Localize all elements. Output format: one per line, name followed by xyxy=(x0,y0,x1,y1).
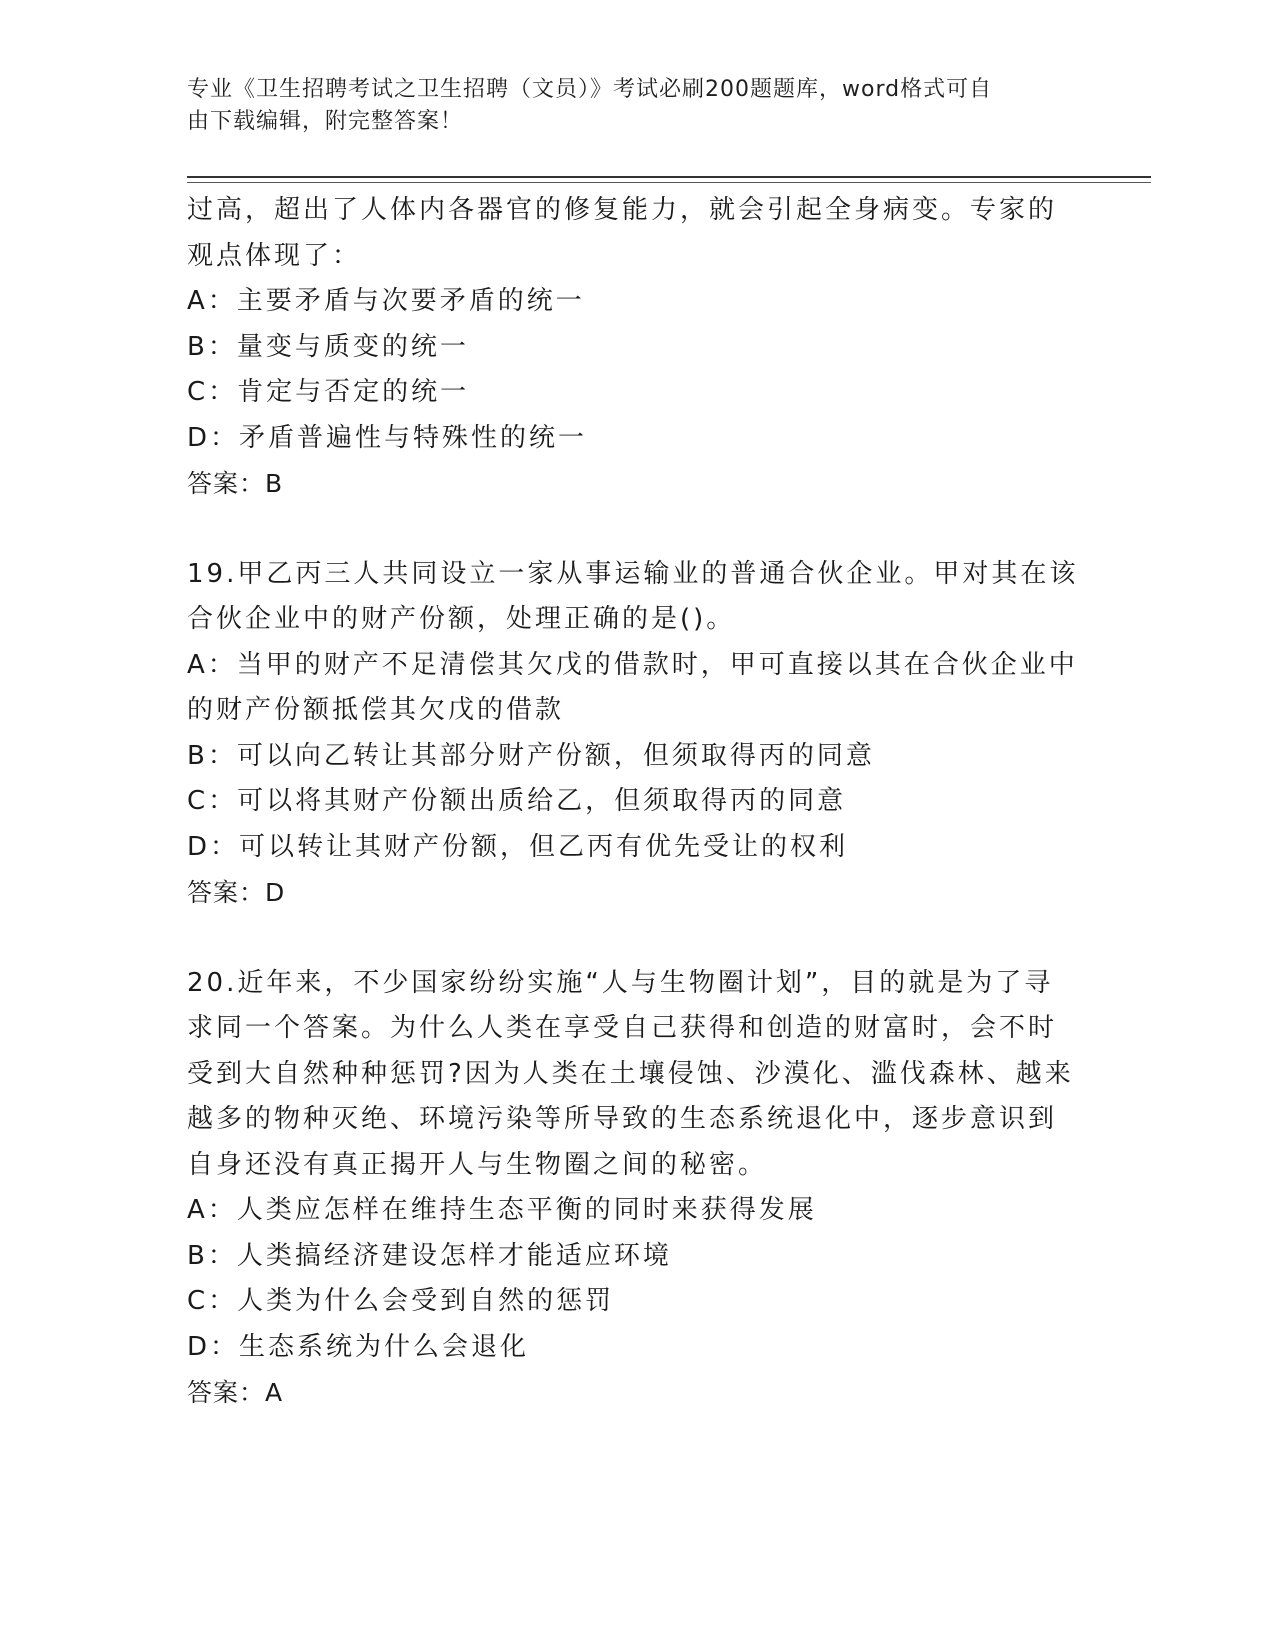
question-20-option-b: B：人类搞经济建设怎样才能适应环境 xyxy=(187,1240,672,1271)
question-19-option-a-continued: 的财产份额抵偿其欠戊的借款 xyxy=(187,695,565,725)
question-19-stem-line: 合伙企业中的财产份额，处理正确的是()。 xyxy=(187,604,736,634)
question-18-option-d: D：矛盾普遍性与特殊性的统一 xyxy=(187,422,588,453)
header-line-1: 专业《卫生招聘考试之卫生招聘（文员）》考试必刷200题题库，word格式可自 xyxy=(187,77,993,102)
question-19-option-b: B：可以向乙转让其部分财产份额，但须取得丙的同意 xyxy=(187,740,875,771)
question-19 xyxy=(187,552,1087,916)
question-19-option-d: D：可以转让其财产份额，但乙丙有优先受让的权利 xyxy=(187,831,849,862)
question-20-answer: 答案：A xyxy=(187,1378,284,1407)
question-18 xyxy=(187,188,1087,507)
question-20 xyxy=(187,961,1087,1416)
question-19-answer: 答案：D xyxy=(187,878,286,907)
question-18-stem-line: 观点体现了： xyxy=(187,240,362,271)
question-20-option-c: C：人类为什么会受到自然的惩罚 xyxy=(187,1286,615,1316)
question-20-stem-line: 越多的物种灭绝、环境污染等所导致的生态系统退化中，逐步意识到 xyxy=(187,1104,1058,1134)
question-18-answer: 答案：B xyxy=(187,469,284,498)
question-20-option-a: A：人类应怎样在维持生态平衡的同时来获得发展 xyxy=(187,1195,817,1225)
question-20-stem-line: 自身还没有真正揭开人与生物圈之间的秘密。 xyxy=(187,1149,768,1180)
question-20-stem-line: 求同一个答案。为什么人类在享受自己获得和创造的财富时，会不时 xyxy=(187,1013,1058,1043)
question-body xyxy=(187,188,1087,1416)
question-spacer xyxy=(187,507,1087,552)
question-20-stem-line: 20.近年来，不少国家纷纷实施“人与生物圈计划”，目的就是为了寻 xyxy=(187,967,1054,998)
question-20-stem-line: 受到大自然种种惩罚?因为人类在土壤侵蚀、沙漠化、滥伐森林、越来 xyxy=(187,1058,1074,1089)
document-header xyxy=(187,74,1067,138)
question-19-option-a: A：当甲的财产不足清偿其欠戊的借款时，甲可直接以其在合伙企业中 xyxy=(187,649,1078,680)
question-19-stem-line: 19.甲乙丙三人共同设立一家从事运输业的普通合伙企业。甲对其在该 xyxy=(187,558,1079,589)
header-divider-thick xyxy=(187,176,1151,178)
question-18-stem-line: 过高，超出了人体内各器官的修复能力，就会引起全身病变。专家的 xyxy=(187,195,1058,225)
header-line-2: 由下载编辑，附完整答案！ xyxy=(187,109,464,134)
question-18-option-b: B：量变与质变的统一 xyxy=(187,331,469,362)
question-19-option-c: C：可以将其财产份额出质给乙，但须取得丙的同意 xyxy=(187,786,847,816)
header-divider-thin xyxy=(187,182,1151,183)
question-18-option-a: A：主要矛盾与次要矛盾的统一 xyxy=(187,286,585,316)
question-20-option-d: D：生态系统为什么会退化 xyxy=(187,1331,530,1362)
question-18-option-c: C：肯定与否定的统一 xyxy=(187,377,470,407)
question-spacer xyxy=(187,916,1087,961)
